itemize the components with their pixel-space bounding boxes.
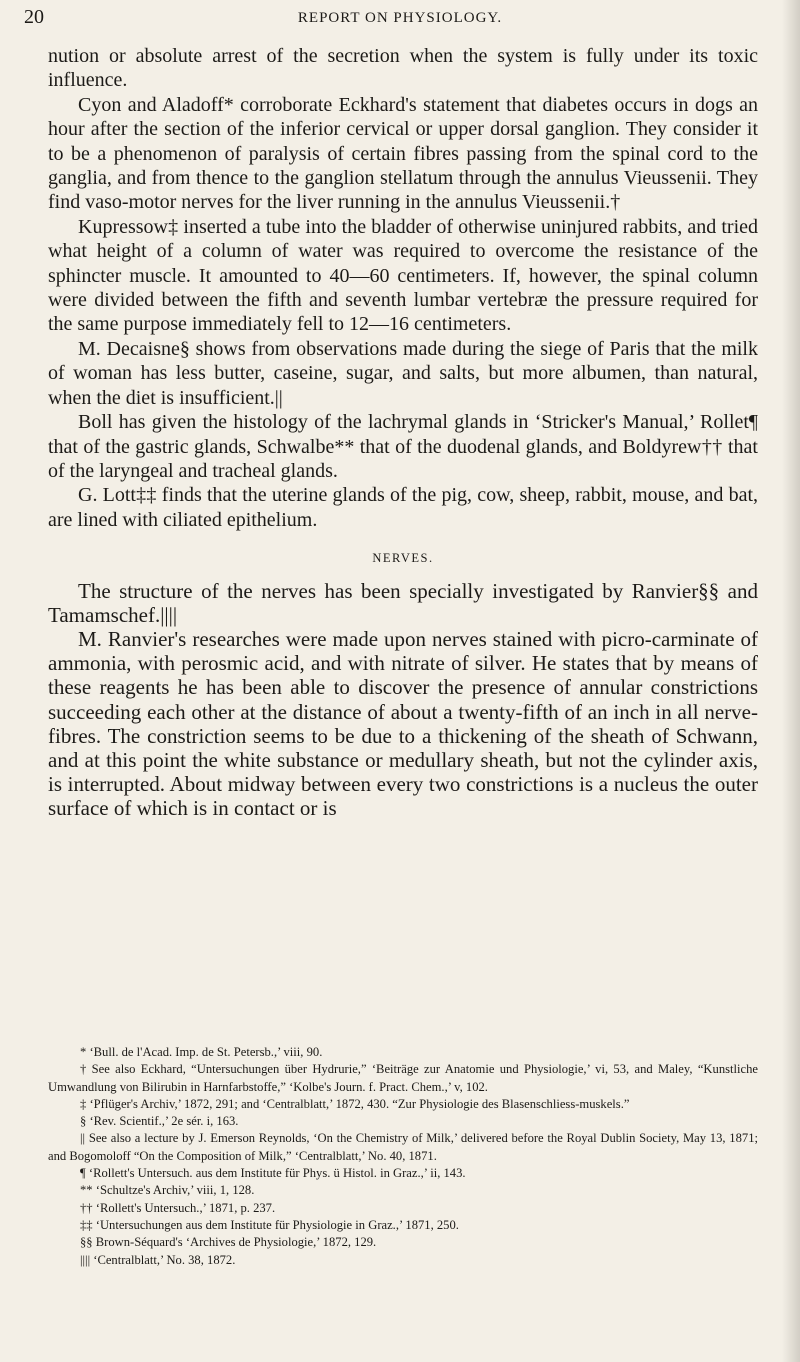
footnote-text: ‘Schultze's Archiv,’ viii, 1, 128. [95, 1183, 255, 1198]
paragraph: M. Ranvier's researches were made upon nerves stained with picro-carminate of ammonia, with perosmic acid, and with nitrate of silver. He states that by means of these reagents he has been able to discover the presence of annular constrictions succeeding each other at the distance of about a twenty-fifth of an inch in all nerve-fibres. The constriction seems to be due to a thickening of the sheath of Schwann, and at this point the white substance or medullary sheath, but not the cylinder axis, is interrupted. About midway between every two constrictions is a nucleus the outer surface of which is in contact or is [48, 626, 758, 821]
footnote [48, 1130, 758, 1165]
running-head: REPORT ON PHYSIOLOGY. [297, 10, 503, 26]
footnote-mark: ** [80, 1183, 93, 1198]
footnote-mark: |||| [80, 1252, 91, 1267]
footnote-mark: § [80, 1114, 87, 1129]
footnote-text: See also a lecture by J. Emerson Reynolds, ‘On the Chemistry of Milk,’ delivered before the Royal Dublin Society, May 13, 1871; and Bogomoloff “On the Composition of Milk,” ‘Centralblatt,’ No. 40, 1871. [48, 1131, 758, 1163]
footnote-text: Brown-Séquard's ‘Archives de Physiologie,’ 1872, 129. [95, 1235, 377, 1250]
footnote-mark: ¶ [80, 1166, 86, 1181]
footnote-text: ‘Rollett's Untersuch. aus dem Institute für Phys. ü Histol. in Graz.,’ ii, 143. [88, 1166, 466, 1181]
paragraph: M. Decaisne§ shows from observations made during the siege of Paris that the milk of woman has less butter, caseine, sugar, and salts, but more albumen, than natural, when the diet is insufficient.|| [48, 337, 758, 409]
footnote-text: See also Eckhard, “Untersuchungen über Hydrurie,” ‘Beiträge zur Anatomie und Physiologie,’ vi, 53, and Maley, “Kunstliche Umwandlung von Bilirubin in Harnfarbstoffe,” ‘Kolbe's Journ. f. Pract. Chem.,’ v, 102. [48, 1062, 758, 1094]
footnote [48, 1113, 758, 1130]
footnote-text: ‘Pflüger's Archiv,’ 1872, 291; and ‘Centralblatt,’ 1872, 430. “Zur Physiologie des Blasenschliess-muskels.” [89, 1096, 630, 1111]
footnote-text: ‘Centralblatt,’ No. 38, 1872. [93, 1252, 236, 1267]
page-number: 20 [24, 6, 44, 28]
paragraph: nution or absolute arrest of the secretion when the system is fully under its toxic influence. [48, 45, 758, 92]
footnote-mark: * [80, 1045, 87, 1059]
paragraph: The structure of the nerves has been specially investigated by Ranvier§§ and Tamamschef.|||| [48, 578, 758, 627]
footnote [48, 1182, 758, 1199]
footnote-text: ‘Rollett's Untersuch.,’ 1871, p. 237. [95, 1200, 276, 1215]
footnote-mark: †† [80, 1200, 93, 1215]
footnote-text: ‘Bull. de l'Acad. Imp. de St. Petersb.,’ viii, 90. [89, 1045, 323, 1059]
section-body [48, 579, 758, 821]
section-heading: NERVES. [372, 551, 434, 566]
footnote [48, 1044, 758, 1061]
paragraph: Cyon and Aladoff* corroborate Eckhard's statement that diabetes occurs in dogs an hour after the section of the inferior cervical or upper dorsal ganglion. They consider it to be a phenomenon of paralysis of certain fibres passing from the spinal cord to the ganglia, and from thence to the ganglion stellatum through the annulus Vieussenii. They find vaso-motor nerves for the liver running in the annulus Vieussenii.† [48, 93, 758, 214]
footnotes [48, 1044, 758, 1269]
footnote-mark: ‡ [80, 1096, 87, 1111]
paragraph: Boll has given the histology of the lachrymal glands in ‘Stricker's Manual,’ Rollet¶ that of the gastric glands, Schwalbe** that of the duodenal glands, and Boldyrew†† that of the laryngeal and tracheal glands. [48, 411, 758, 482]
footnote-mark: † [80, 1062, 87, 1077]
footnote-text: ‘Rev. Scientif.,’ 2e sér. i, 163. [89, 1114, 239, 1129]
footnote [48, 1200, 758, 1217]
footnote-mark: §§ [80, 1235, 93, 1250]
page-edge-shadow [782, 0, 800, 1362]
paragraph: Kupressow‡ inserted a tube into the bladder of otherwise uninjured rabbits, and tried what height of a column of water was required to overcome the resistance of the sphincter muscle. It amounted to 40—60 centimeters. If, however, the spinal column were divided between the fifth and seventh lumbar vertebræ the pressure required for the same purpose immediately fell to 12—16 centimeters. [48, 215, 758, 336]
footnote [48, 1061, 758, 1096]
footnote [48, 1234, 758, 1251]
footnote-text: ‘Untersuchungen aus dem Institute für Physiologie in Graz.,’ 1871, 250. [95, 1217, 459, 1232]
body-text [48, 44, 758, 821]
footnote [48, 1165, 758, 1182]
paragraph: G. Lott‡‡ finds that the uterine glands of the pig, cow, sheep, rabbit, mouse, and bat, are lined with ciliated epithelium. [48, 484, 758, 531]
footnote [48, 1096, 758, 1113]
footnote [48, 1217, 758, 1234]
footnote [48, 1252, 758, 1269]
footnote-mark: ‡‡ [80, 1217, 93, 1232]
footnote-mark: || [80, 1131, 86, 1146]
